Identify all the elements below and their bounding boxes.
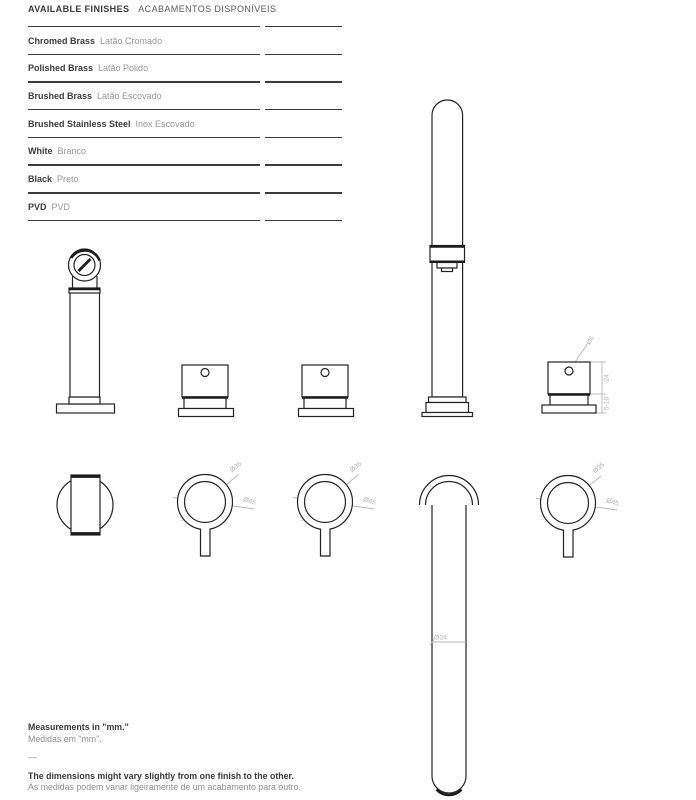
table-row bbox=[28, 166, 342, 192]
table-row bbox=[28, 194, 342, 220]
dim-label-handle-inner: Ø35 bbox=[591, 461, 607, 476]
footer-notes bbox=[28, 722, 301, 794]
dim-label-spout-diameter: Ø24 bbox=[434, 634, 447, 642]
dim-label-handle-dot: Ø6 bbox=[585, 334, 597, 347]
measurement-note-en: Measurements in "mm." bbox=[28, 722, 129, 732]
measurement-note-pt: Medidas em "mm". bbox=[28, 733, 102, 744]
finish-name-pt: Latão Escovado bbox=[97, 90, 162, 101]
finish-name-en: Brushed Stainless Steel bbox=[28, 118, 131, 129]
finish-name-en: Chromed Brass bbox=[28, 35, 96, 46]
mixer-side-view-drawing bbox=[54, 246, 122, 418]
variation-note-en: The dimensions might vary slightly from one finish to the other. bbox=[28, 770, 294, 781]
handle-top-view-drawing bbox=[533, 456, 648, 566]
footer-divider: — bbox=[28, 752, 37, 762]
table-row bbox=[28, 83, 342, 109]
finish-name-pt: Inox Escovado bbox=[135, 118, 195, 129]
finish-name-pt: Latão Cromado bbox=[100, 35, 163, 46]
table-row bbox=[28, 110, 342, 136]
table-row bbox=[28, 138, 342, 164]
title-english: AVAILABLE FINISHES bbox=[28, 4, 130, 14]
dim-label-handle-outer: Ø45 bbox=[605, 497, 620, 508]
handle-top-view-drawing bbox=[290, 455, 405, 565]
variation-note-pt: As medidas podem variar ligeiramente de um acabamento para outro. bbox=[28, 782, 301, 792]
table-separator bbox=[28, 220, 342, 221]
finish-name-pt: Branco bbox=[57, 146, 87, 157]
finish-name-pt: Preto bbox=[57, 173, 79, 184]
title-portuguese: ACABAMENTOS DISPONÍVEIS bbox=[138, 4, 277, 14]
handle-side-view-drawing bbox=[298, 362, 354, 418]
page-title bbox=[28, 4, 276, 14]
mixer-top-view-drawing bbox=[55, 472, 117, 538]
finish-name-en: PVD bbox=[28, 201, 47, 212]
table-separator bbox=[28, 192, 342, 193]
table-row bbox=[28, 27, 342, 53]
finish-name-en: Black bbox=[28, 173, 53, 184]
finish-name-pt: PVD bbox=[51, 201, 71, 212]
dim-label-handle-inner: Ø35 bbox=[348, 460, 364, 475]
table-separator bbox=[28, 54, 342, 55]
finish-name-en: Polished Brass bbox=[28, 63, 94, 74]
finish-name-pt: Latão Polido bbox=[98, 63, 149, 74]
table-row bbox=[28, 55, 342, 81]
spout-side-view-drawing bbox=[420, 94, 476, 418]
table-separator bbox=[28, 81, 342, 82]
table-separator bbox=[28, 109, 342, 110]
finishes-table bbox=[28, 26, 342, 221]
table-separator bbox=[28, 164, 342, 165]
handle-side-view-drawing bbox=[178, 362, 234, 418]
handle-side-view-dimensioned-drawing bbox=[533, 334, 645, 430]
dim-label-handle-inner: Ø35 bbox=[228, 460, 244, 475]
spout-top-view-drawing bbox=[415, 474, 485, 800]
dim-label-base-height: 5-10 bbox=[603, 396, 611, 411]
finish-name-en: Brushed Brass bbox=[28, 90, 93, 101]
dim-label-handle-outer: Ø45 bbox=[242, 496, 257, 507]
table-separator bbox=[28, 137, 342, 138]
table-separator bbox=[28, 26, 342, 27]
dim-label-handle-height: 24 bbox=[603, 374, 611, 382]
handle-top-view-drawing bbox=[170, 455, 285, 565]
finish-name-en: White bbox=[28, 146, 53, 157]
dim-label-handle-outer: Ø45 bbox=[362, 496, 377, 507]
